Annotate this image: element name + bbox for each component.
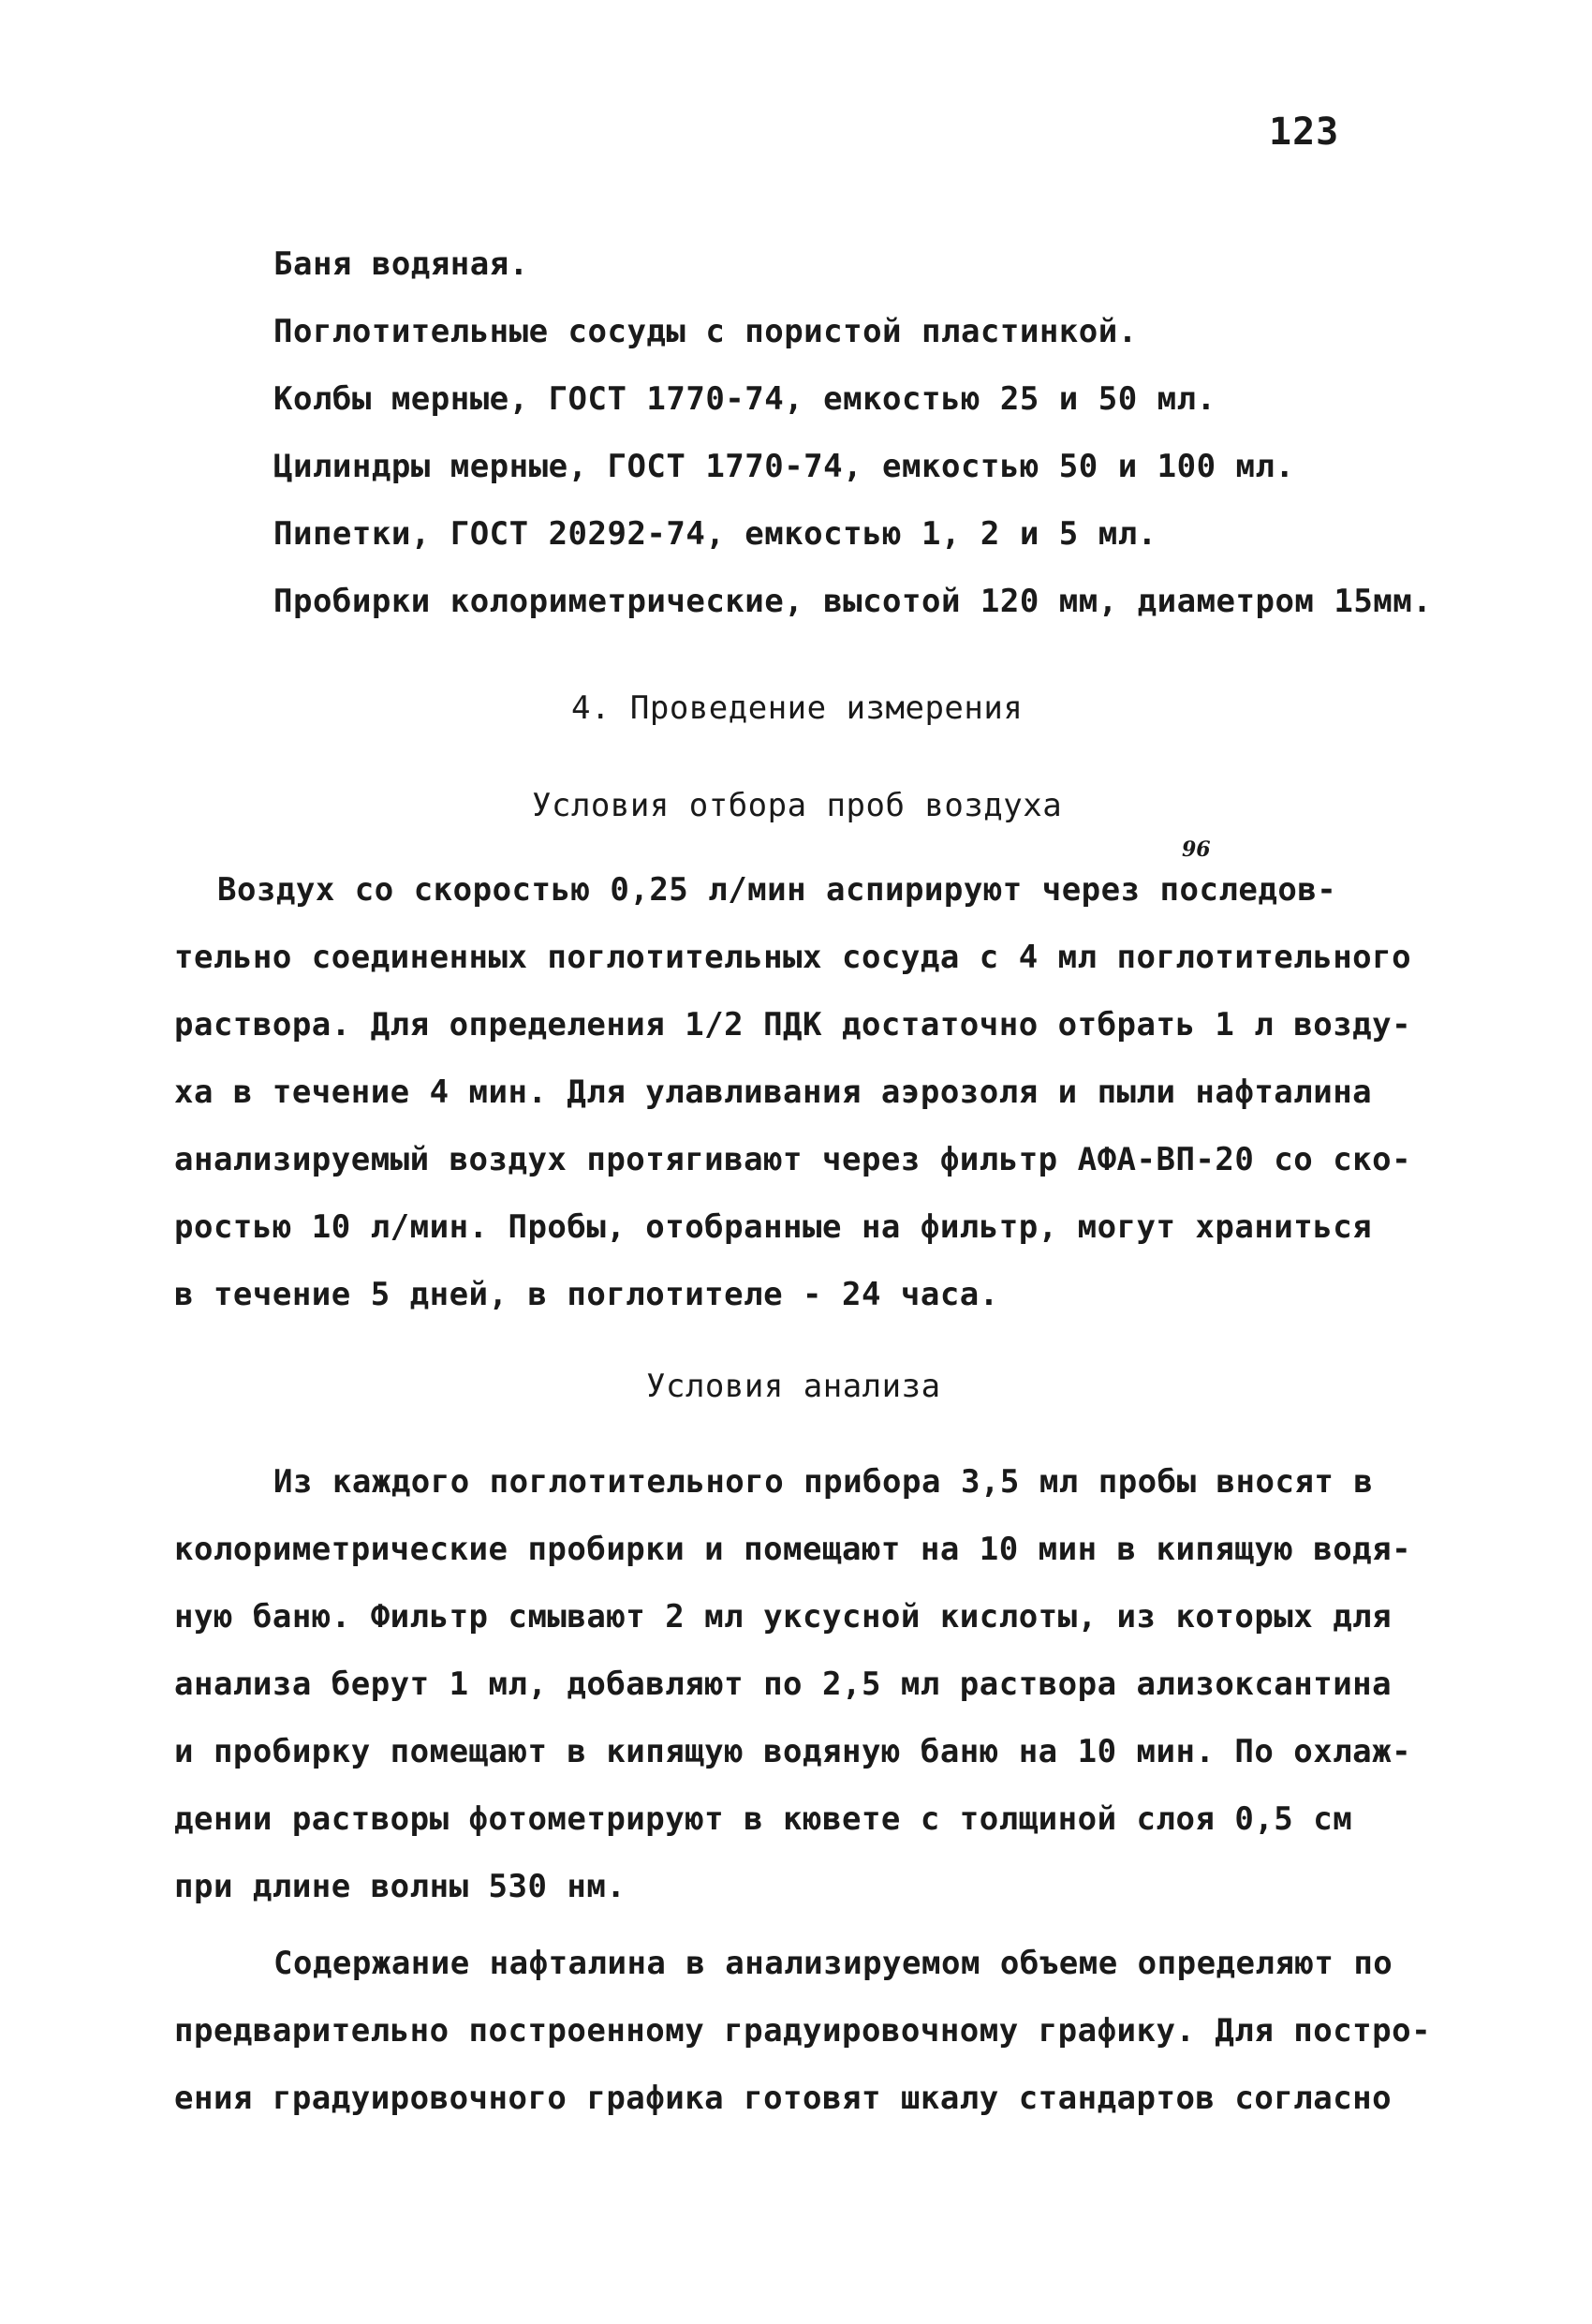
text-line: тельно соединенных поглотительных сосуда с 4 мл поглотительного xyxy=(174,939,1412,976)
section-title: 4. Проведение измерения xyxy=(571,689,1024,727)
text-line: Воздух со скоростью 0,25 л/мин аспирируют через последов- xyxy=(217,871,1337,909)
equipment-item: Баня водяная. xyxy=(273,245,529,283)
page-number: 123 xyxy=(1269,111,1340,154)
text-line: ную баню. Фильтр смывают 2 мл уксусной кислоты, из которых для xyxy=(174,1598,1393,1636)
text-line: анализа берут 1 мл, добавляют по 2,5 мл раствора ализоксантина xyxy=(174,1665,1393,1703)
equipment-item: Цилиндры мерные, ГОСТ 1770-74, емкостью 50 и 100 мл. xyxy=(273,448,1295,485)
text-line: Из каждого поглотительного прибора 3,5 мл пробы вносят в xyxy=(273,1463,1374,1501)
text-line: предварительно построенному градуировочному графику. Для постро- xyxy=(174,2012,1432,2050)
analysis-subtitle: Условия анализа xyxy=(646,1368,941,1405)
text-line: колориметрические пробирки и помещают на 10 мин в кипящую водя- xyxy=(174,1531,1412,1568)
text-line: дении растворы фотометрируют в кювете с толщиной слоя 0,5 см xyxy=(174,1800,1353,1838)
text-line: анализируемый воздух протягивают через фильтр АФА-ВП-20 со ско- xyxy=(174,1141,1412,1178)
sampling-subtitle: Условия отбора проб воздуха xyxy=(532,787,1063,824)
text-line: ения градуировочного графика готовят шкалу стандартов согласно xyxy=(174,2080,1393,2117)
text-line: и пробирку помещают в кипящую водяную баню на 10 мин. По охлаж- xyxy=(174,1733,1412,1770)
equipment-item: Пипетки, ГОСТ 20292-74, емкостью 1, 2 и 5 мл. xyxy=(273,515,1157,553)
text-line: ростью 10 л/мин. Пробы, отобранные на фильтр, могут храниться xyxy=(174,1208,1373,1246)
equipment-item: Поглотительные сосуды с пористой пластинкой. xyxy=(273,313,1138,350)
text-line: при длине волны 530 нм. xyxy=(174,1868,626,1905)
text-line: Содержание нафталина в анализируемом объеме определяют по xyxy=(273,1945,1393,1982)
equipment-item: Пробирки колориметрические, высотой 120 мм, диаметром 15мм. xyxy=(273,583,1433,620)
text-line: раствора. Для определения 1/2 ПДК достаточно отбрать 1 л возду- xyxy=(174,1006,1412,1044)
text-line: ха в течение 4 мин. Для улавливания аэрозоля и пыли нафталина xyxy=(174,1073,1373,1111)
text-line: в течение 5 дней, в поглотителе - 24 часа. xyxy=(174,1276,999,1313)
equipment-item: Колбы мерные, ГОСТ 1770-74, емкостью 25 и 50 мл. xyxy=(273,380,1216,418)
handwritten-annotation: 96 xyxy=(1182,837,1211,862)
